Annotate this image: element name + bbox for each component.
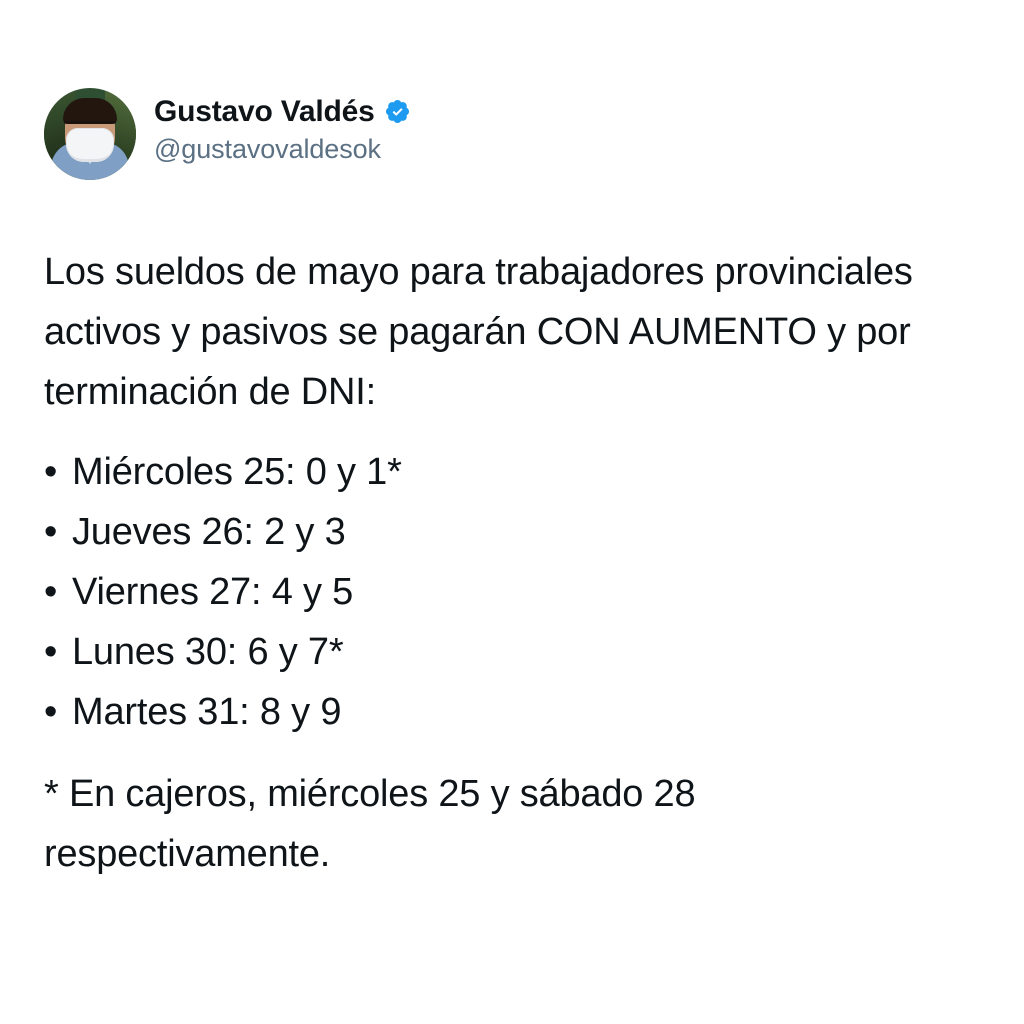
list-item [44, 562, 964, 622]
display-name-row [154, 94, 411, 129]
avatar-glasses [64, 121, 116, 124]
tweet-body [44, 242, 964, 884]
tweet-header [44, 88, 964, 208]
list-item [44, 682, 964, 742]
list-item [44, 622, 964, 682]
bullet-icon: • [44, 511, 58, 554]
avatar[interactable] [44, 88, 136, 180]
tweet-paragraph: Los sueldos de mayo para trabajadores provinciales activos y pasivos se pagarán CON AUMENTO y por terminación de DNI: [44, 251, 913, 414]
list-item-label: Jueves 26: 2 y 3 [72, 511, 346, 554]
list-item-label: Lunes 30: 6 y 7* [72, 631, 344, 674]
list-item [44, 502, 964, 562]
avatar-face-mask [66, 128, 114, 162]
payment-schedule-list [44, 442, 964, 742]
bullet-icon: • [44, 691, 58, 734]
bullet-icon: • [44, 451, 58, 494]
author-names [154, 88, 411, 166]
verified-badge-icon [384, 98, 411, 125]
display-name: Gustavo Valdés [154, 95, 375, 128]
list-item-label: Miércoles 25: 0 y 1* [72, 451, 402, 494]
bullet-icon: • [44, 631, 58, 674]
list-item-label: Martes 31: 8 y 9 [72, 691, 342, 734]
bullet-icon: • [44, 571, 58, 614]
tweet-footnote: * En cajeros, miércoles 25 y sábado 28 respectivamente. [44, 773, 696, 876]
list-item [44, 442, 964, 502]
list-item-label: Viernes 27: 4 y 5 [72, 571, 354, 614]
author-handle[interactable]: @gustavovaldesok [154, 134, 381, 165]
